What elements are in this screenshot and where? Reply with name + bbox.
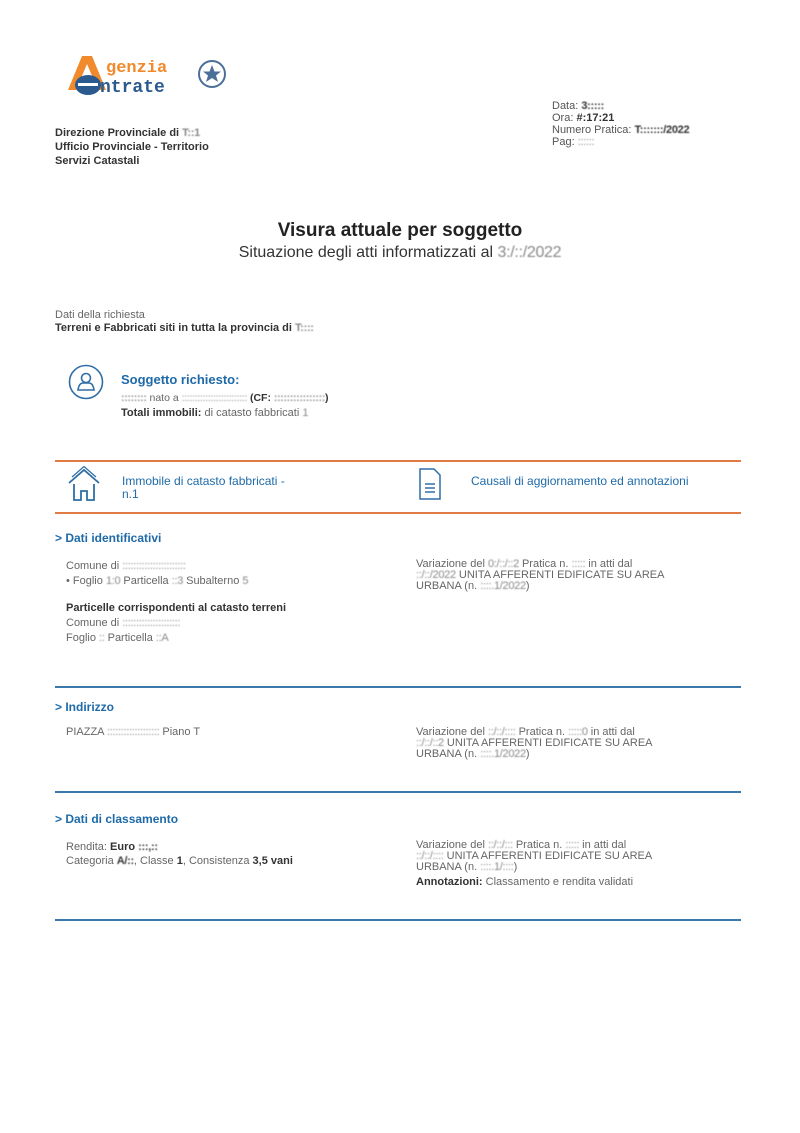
office-info	[55, 126, 209, 168]
office-line-3: Servizi Catastali	[55, 155, 140, 167]
request-label: Dati della richiesta	[55, 309, 145, 321]
section-title-dati-identificativi[interactable]: > Dati identificativi	[55, 531, 162, 545]
subject-heading: Soggetto richiesto:	[121, 372, 240, 387]
agenzia-entrate-logo	[62, 52, 232, 102]
meta-ora: Ora: #:17:21	[552, 112, 615, 124]
person-icon	[68, 364, 104, 400]
meta-numero-pratica: Numero Pratica: T:::::::/2022	[552, 124, 690, 136]
logo-text-top: genzia	[106, 59, 168, 78]
request-info	[55, 309, 314, 335]
office-line-1: Direzione Provinciale di T::1	[55, 127, 200, 139]
classamento-left: Rendita: Euro :::,:: Categoria A/::, Classe 1, Consistenza 3,5 vani	[66, 841, 293, 867]
meta-pag: Pag: ::::::	[552, 136, 595, 148]
tab-causali: Causali di aggiornamento ed annotazioni	[471, 474, 689, 488]
tab-immobile: Immobile di catasto fabbricati - n.1	[122, 474, 285, 501]
divider-blue-1	[55, 686, 741, 688]
logo-text-bottom: ntrate	[100, 78, 165, 98]
request-value: Terreni e Fabbricati siti in tutta la provincia di T::::	[55, 322, 314, 334]
chevron-right-icon: >	[55, 700, 66, 714]
redacted-province: T::1	[182, 127, 200, 139]
meta-data: Data: 3:::::	[552, 100, 604, 112]
divider-orange-top	[55, 460, 741, 462]
office-line-2: Ufficio Provinciale - Territorio	[55, 141, 209, 153]
chevron-right-icon: >	[55, 812, 66, 826]
page-subtitle: Situazione degli atti informatizzati al 3:/::/2022	[238, 244, 562, 261]
subject-block	[121, 372, 329, 421]
dati-identificativi-right: Variazione del 0:/::/::2 Pratica n. ::::: in atti dal ::/::/2022 UNITA AFFERENTI EDIFICATE SU AREA URBANA (n. ::::.1/2022)	[416, 558, 665, 592]
indirizzo-left: PIAZZA ::::::::::::::::::: Piano T	[66, 726, 201, 738]
subject-details: :::::::: nato a ::::::::::::::::::::::::: (CF: ::::::::::::::::)	[121, 392, 329, 404]
section-title-indirizzo[interactable]: > Indirizzo	[55, 700, 115, 714]
divider-blue-2	[55, 791, 741, 793]
divider-orange-bottom	[55, 512, 741, 514]
chevron-right-icon: >	[55, 531, 66, 545]
redacted-date: 3:/::/2022	[497, 244, 562, 261]
dati-identificativi-left: Comune di ::::::::::::::::::::::: • Foglio 1:0 Particella ::3 Subalterno 5 Particelle corrispondenti al catasto terreni Comune di ::::::::::::::::::::: Foglio :: Particella ::A	[66, 560, 287, 644]
subject-totals: Totali immobili: di catasto fabbricati 1	[121, 407, 309, 419]
house-icon	[66, 466, 102, 504]
classamento-right: Variazione del ::/::/::: Pratica n. ::::: in atti dal ::/::/:::: UNITA AFFERENTI EDIFICATE SU AREA URBANA (n. ::::.1/::::) Annotazioni: Classamento e rendita validati	[416, 839, 653, 888]
divider-blue-3	[55, 919, 741, 921]
document-meta	[552, 100, 689, 148]
indirizzo-right: Variazione del ::/::/:::: Pratica n. :::::0 in atti dal ::/::/::2 UNITA AFFERENTI EDIFICATE SU AREA URBANA (n. ::::.1/2022)	[416, 726, 653, 760]
page-title: Visura attuale per soggetto	[277, 220, 523, 241]
section-title-dati-classamento[interactable]: > Dati di classamento	[55, 812, 179, 826]
document-icon	[418, 467, 442, 501]
